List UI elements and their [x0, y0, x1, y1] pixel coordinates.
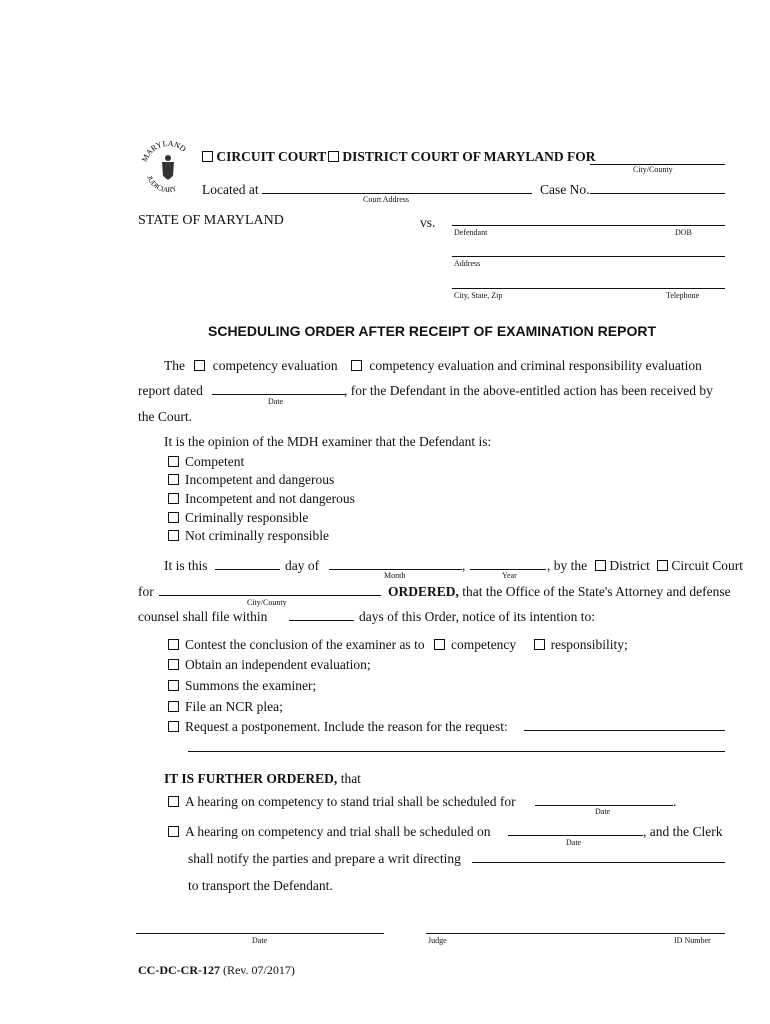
contest-competency-checkbox[interactable]	[434, 639, 445, 650]
case-no-field[interactable]	[590, 193, 725, 194]
received-text: , for the Defendant in the above-entitled action has been received by	[344, 383, 713, 398]
order-circuit-court-checkbox[interactable]	[657, 560, 668, 571]
it-is-this-label: It is this	[164, 558, 208, 573]
city-state-zip-caption: City, State, Zip	[454, 291, 503, 300]
district-court-option[interactable]: DISTRICT COURT OF MARYLAND FOR	[328, 149, 595, 165]
contest-responsibility-checkbox[interactable]	[534, 639, 545, 650]
judge-caption: Judge	[428, 936, 447, 945]
contest-checkbox[interactable]	[168, 639, 179, 650]
order-district-option[interactable]: District	[595, 558, 650, 574]
year-caption: Year	[502, 571, 517, 580]
opinion-option-incompetent-dangerous[interactable]: Incompetent and dangerous	[168, 472, 334, 488]
judge-signature-field[interactable]	[426, 933, 725, 934]
court-address-caption: Court Address	[363, 195, 409, 204]
address-field[interactable]	[452, 256, 725, 257]
order-city-county-field[interactable]	[159, 595, 381, 596]
comma-text: ,	[462, 558, 466, 573]
hearing-trial-option[interactable]: A hearing on competency and trial shall be scheduled on	[168, 824, 491, 840]
opinion-option-not-criminally-responsible[interactable]: Not criminally responsible	[168, 528, 329, 544]
notify-text: shall notify the parties and prepare a writ directing	[188, 851, 461, 866]
order-circuit-court-option[interactable]: Circuit Court	[657, 558, 743, 574]
case-no-label: Case No.	[540, 182, 590, 197]
report-dated-label: report dated	[138, 383, 203, 398]
hearing-competency-date-caption: Date	[595, 807, 611, 816]
postponement-option[interactable]: Request a postponement. Include the reason for the request:	[168, 719, 508, 735]
opinion-lead: It is the opinion of the MDH examiner that the Defendant is:	[164, 434, 492, 449]
hearing-trial-date-field[interactable]	[508, 835, 643, 836]
transport-text: to transport the Defendant.	[188, 878, 333, 893]
hearing-competency-date-field[interactable]	[535, 805, 673, 806]
intro-line: The competency evaluation competency evaluation and criminal responsibility evaluation	[164, 358, 702, 373]
id-number-caption: ID Number	[674, 936, 711, 945]
order-city-county-caption: City/County	[247, 598, 287, 607]
summons-examiner-checkbox[interactable]	[168, 680, 179, 691]
district-court-checkbox[interactable]	[328, 151, 339, 162]
competency-and-cr-evaluation-checkbox[interactable]	[351, 360, 362, 371]
independent-evaluation-checkbox[interactable]	[168, 659, 179, 670]
competency-evaluation-checkbox[interactable]	[194, 360, 205, 371]
hearing-period: .	[673, 794, 677, 809]
postponement-checkbox[interactable]	[168, 721, 179, 732]
opinion-option-criminally-responsible[interactable]: Criminally responsible	[168, 510, 308, 526]
independent-evaluation-option[interactable]: Obtain an independent evaluation;	[168, 657, 371, 673]
ncr-plea-checkbox[interactable]	[168, 701, 179, 712]
postponement-reason-field-2[interactable]	[188, 751, 725, 752]
state-of-maryland: STATE OF MARYLAND	[138, 213, 284, 228]
address-caption: Address	[454, 259, 481, 268]
order-district-checkbox[interactable]	[595, 560, 606, 571]
signature-date-caption: Date	[252, 936, 268, 945]
signature-date-field[interactable]	[136, 933, 384, 934]
month-field[interactable]	[329, 569, 462, 570]
day-of-label: day of	[285, 558, 320, 573]
ncr-plea-option[interactable]: File an NCR plea;	[168, 699, 283, 715]
the-court-text: the Court.	[138, 409, 192, 424]
svg-text:MARYLAND: MARYLAND	[140, 138, 188, 164]
svg-text:JUDICIARY: JUDICIARY	[145, 174, 178, 195]
incompetent-dangerous-checkbox[interactable]	[168, 474, 179, 485]
city-state-zip-field[interactable]	[452, 288, 725, 289]
clerk-text: , and the Clerk	[643, 824, 723, 839]
located-at-label: Located at	[202, 182, 259, 197]
form-footer: CC-DC-CR-127 (Rev. 07/2017)	[138, 963, 295, 977]
day-field[interactable]	[215, 569, 280, 570]
criminally-responsible-checkbox[interactable]	[168, 512, 179, 523]
summons-examiner-option[interactable]: Summons the examiner;	[168, 678, 316, 694]
hearing-competency-checkbox[interactable]	[168, 796, 179, 807]
vs-label: vs.	[420, 215, 436, 230]
dob-caption: DOB	[675, 228, 692, 237]
not-criminally-responsible-checkbox[interactable]	[168, 530, 179, 541]
hearing-trial-checkbox[interactable]	[168, 826, 179, 837]
document-title: SCHEDULING ORDER AFTER RECEIPT OF EXAMINATION REPORT	[208, 323, 657, 339]
days-text: days of this Order, notice of its intention to:	[359, 609, 596, 624]
opinion-option-incompetent-not-dangerous[interactable]: Incompetent and not dangerous	[168, 491, 355, 507]
circuit-court-option[interactable]: CIRCUIT COURT	[202, 149, 326, 165]
maryland-judiciary-seal	[138, 138, 198, 198]
circuit-court-checkbox[interactable]	[202, 151, 213, 162]
further-ordered-heading: IT IS FURTHER ORDERED, that	[164, 771, 361, 786]
for-label: for	[138, 584, 154, 599]
report-date-field[interactable]	[212, 394, 345, 395]
telephone-caption: Telephone	[666, 291, 700, 300]
opinion-option-competent[interactable]: Competent	[168, 454, 244, 470]
month-caption: Month	[384, 571, 406, 580]
hearing-trial-date-caption: Date	[566, 838, 582, 847]
incompetent-not-dangerous-checkbox[interactable]	[168, 493, 179, 504]
court-address-field[interactable]	[262, 193, 532, 194]
hearing-competency-option[interactable]: A hearing on competency to stand trial shall be scheduled for	[168, 794, 516, 810]
defendant-field[interactable]	[452, 225, 725, 226]
counsel-label: counsel shall file within	[138, 609, 268, 624]
year-field[interactable]	[470, 569, 546, 570]
postponement-reason-field-1[interactable]	[524, 730, 725, 731]
report-date-caption: Date	[268, 397, 284, 406]
by-the-label: , by the	[547, 558, 588, 573]
contest-option[interactable]: Contest the conclusion of the examiner as to competency responsibility;	[168, 637, 628, 653]
ordered-text: ORDERED, that the Office of the State's Attorney and defense	[388, 584, 731, 599]
writ-directing-field[interactable]	[472, 862, 725, 863]
city-county-caption: City/County	[633, 165, 673, 174]
days-field[interactable]	[289, 620, 354, 621]
competent-checkbox[interactable]	[168, 456, 179, 467]
defendant-caption: Defendant	[454, 228, 488, 237]
